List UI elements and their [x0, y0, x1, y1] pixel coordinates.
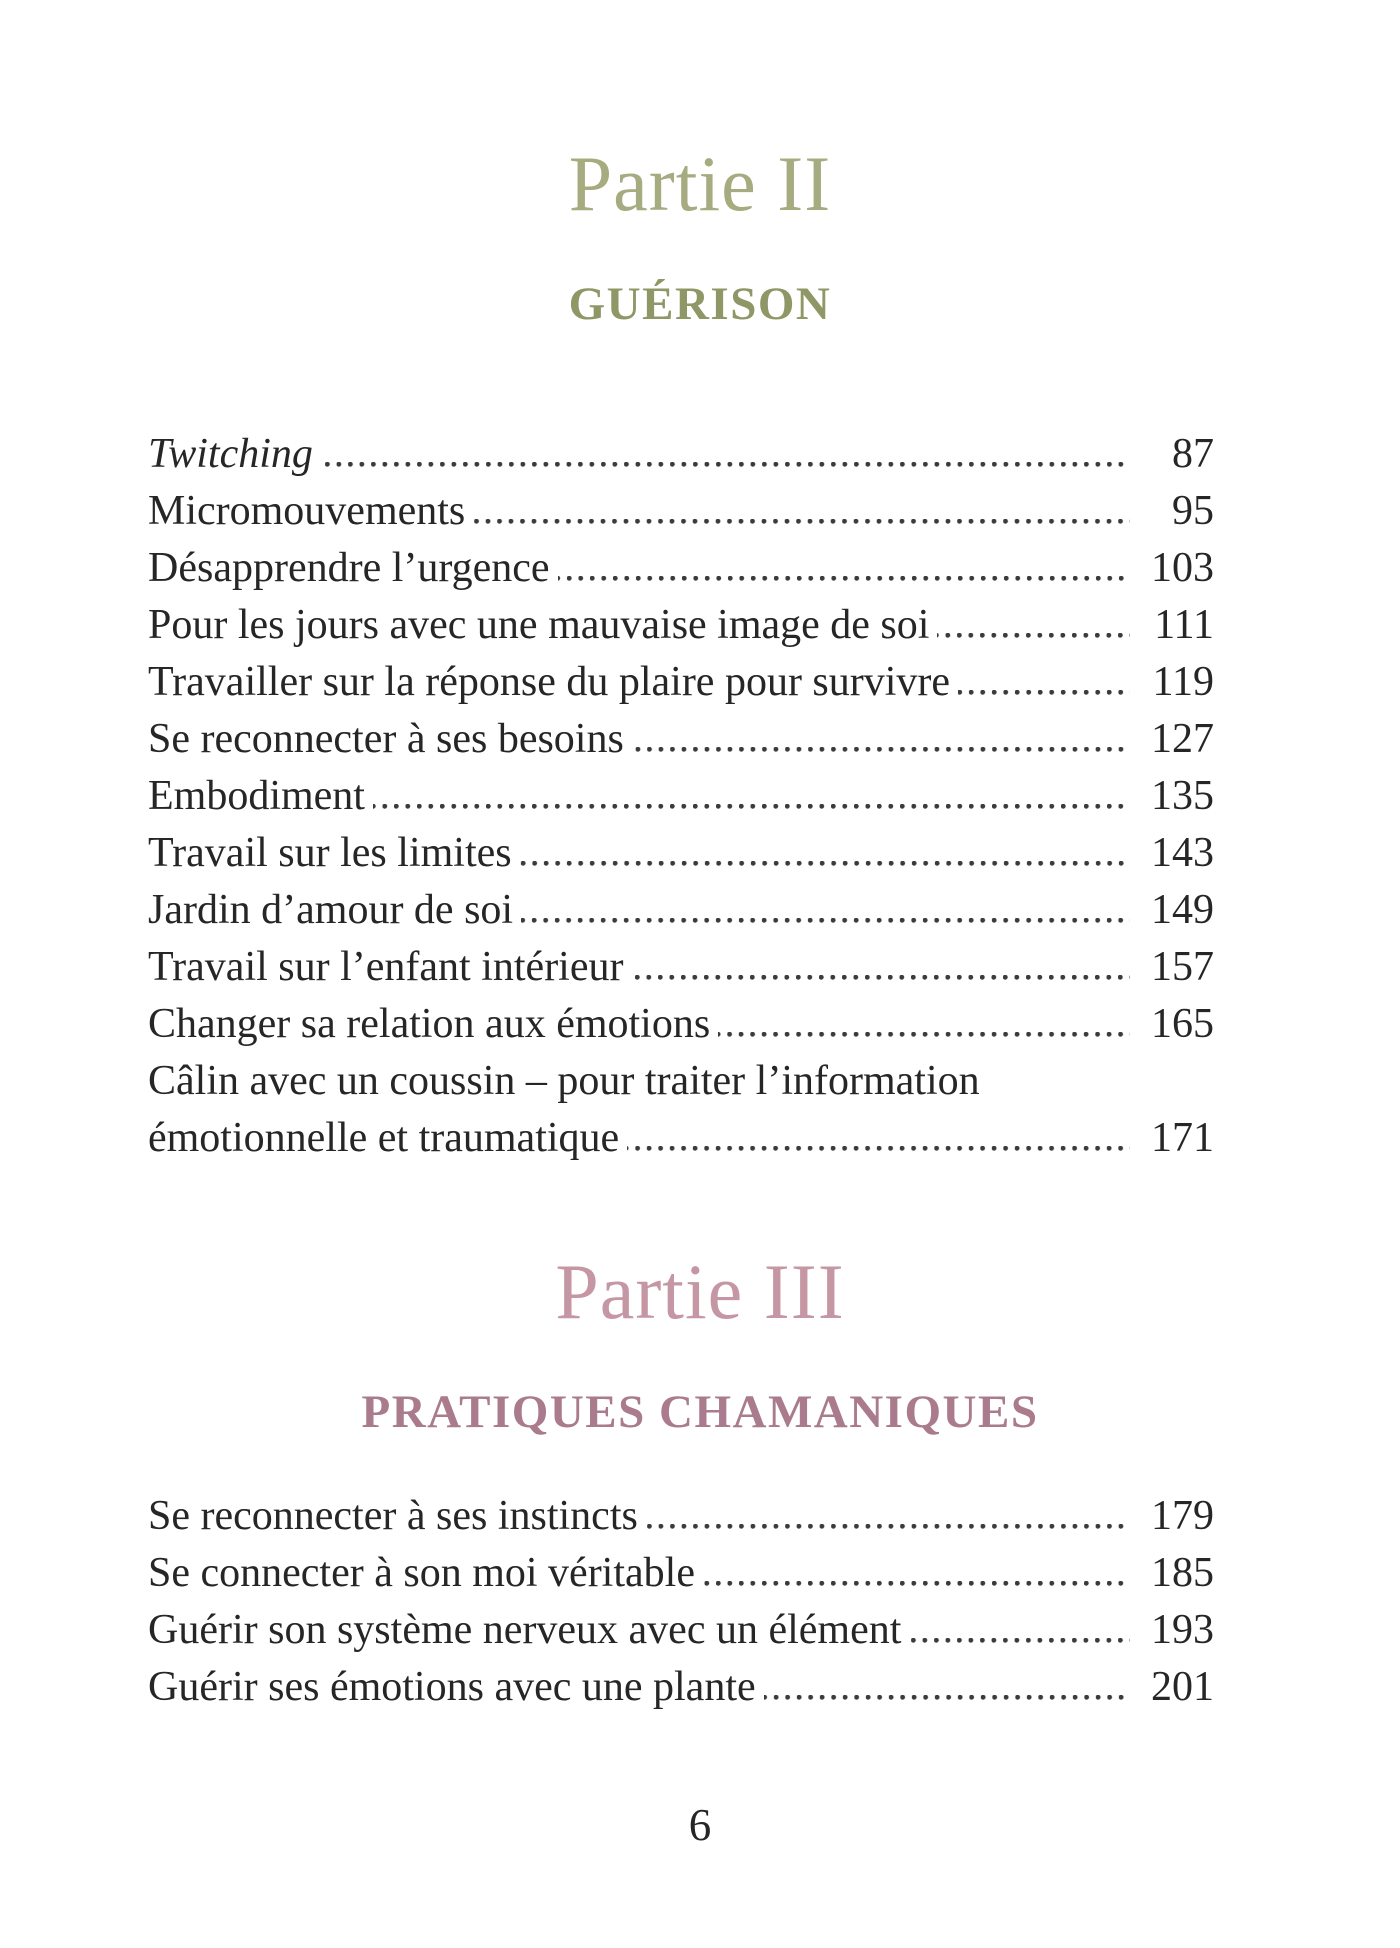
toc-entry-label: Désapprendre l’urgence	[148, 545, 550, 591]
part-subtitle: GUÉRISON	[568, 278, 832, 330]
page-number: 6	[688, 1800, 712, 1850]
toc-entry	[148, 1545, 1214, 1602]
toc-entry-page: 149	[1151, 887, 1214, 933]
toc-entry-label: Embodiment	[148, 773, 365, 819]
toc-entry-page: 143	[1151, 830, 1214, 876]
toc-entry-page: 103	[1151, 545, 1214, 591]
dot-leader	[631, 975, 1130, 980]
toc-entry-label: Twitching	[148, 431, 313, 477]
section-partie-3	[0, 1250, 1400, 1716]
part-title: Partie II	[568, 140, 832, 227]
toc-entry	[148, 483, 1214, 540]
toc-entry-label: Pour les jours avec une mauvaise image de soi	[148, 602, 930, 648]
toc-entry	[148, 1488, 1214, 1545]
dot-leader	[632, 747, 1130, 752]
part-subtitle: PRATIQUES CHAMANIQUES	[361, 1386, 1039, 1438]
toc-list	[148, 426, 1214, 1167]
toc-entry-page: 201	[1151, 1664, 1214, 1710]
toc-entry	[148, 1659, 1214, 1716]
dot-leader	[321, 462, 1130, 467]
toc-entry-page: 87	[1172, 431, 1214, 477]
toc-entry	[148, 939, 1214, 996]
dot-leader	[473, 519, 1130, 524]
toc-entry-label: Guérir son système nerveux avec un élément	[148, 1607, 902, 1653]
toc-entry-page: 111	[1154, 602, 1214, 648]
toc-entry-label: Guérir ses émotions avec une plante	[148, 1664, 756, 1710]
toc-entry	[148, 882, 1214, 939]
toc-entry-page: 165	[1151, 1001, 1214, 1047]
dot-leader	[520, 861, 1130, 866]
part-title: Partie III	[555, 1248, 845, 1335]
toc-entry	[148, 540, 1214, 597]
dot-leader	[558, 576, 1130, 581]
section-partie-2	[0, 142, 1400, 1167]
dot-leader	[627, 1146, 1130, 1151]
toc-entry-page: 95	[1172, 488, 1214, 534]
toc-entry-label: Se reconnecter à ses instincts	[148, 1493, 638, 1539]
toc-entry-label: Changer sa relation aux émotions	[148, 1001, 711, 1047]
toc-entry-label: émotionnelle et traumatique	[148, 1115, 620, 1161]
toc-entry-page: 193	[1151, 1607, 1214, 1653]
dot-leader	[373, 804, 1130, 809]
toc-entry-label: Travailler sur la réponse du plaire pour survivre	[148, 659, 951, 705]
toc-entry	[148, 426, 1214, 483]
toc-entry	[148, 825, 1214, 882]
dot-leader	[718, 1032, 1130, 1037]
dot-leader	[937, 633, 1130, 638]
toc-entry	[148, 1110, 1214, 1167]
toc-entry-page: 179	[1151, 1493, 1214, 1539]
toc-entry-page: 135	[1151, 773, 1214, 819]
dot-leader	[646, 1524, 1130, 1529]
toc-entry-page: 185	[1151, 1550, 1214, 1596]
toc-entry-page: 127	[1151, 716, 1214, 762]
dot-leader	[703, 1581, 1130, 1586]
toc-entry-label: Se reconnecter à ses besoins	[148, 716, 624, 762]
toc-entry-label: Travail sur l’enfant intérieur	[148, 944, 624, 990]
toc-entry	[148, 996, 1214, 1053]
toc-entry-page: 119	[1152, 659, 1214, 705]
toc-entry-label: Micromouvements	[148, 488, 466, 534]
toc-entry	[148, 711, 1214, 768]
dot-leader	[764, 1695, 1130, 1700]
toc-list	[148, 1488, 1214, 1716]
toc-entry-label: Se connecter à son moi véritable	[148, 1550, 695, 1596]
toc-entry-page: 171	[1151, 1115, 1214, 1161]
toc-entry	[148, 768, 1214, 825]
dot-leader	[909, 1638, 1130, 1643]
toc-entry-label: Travail sur les limites	[148, 830, 512, 876]
toc-entry-line1: Câlin avec un coussin – pour traiter l’information	[148, 1058, 980, 1104]
toc-entry-page: 157	[1151, 944, 1214, 990]
toc-entry	[148, 597, 1214, 654]
dot-leader	[521, 918, 1130, 923]
dot-leader	[958, 690, 1130, 695]
toc-entry	[148, 654, 1214, 711]
toc-entry	[148, 1602, 1214, 1659]
toc-entry-label: Jardin d’amour de soi	[148, 887, 514, 933]
